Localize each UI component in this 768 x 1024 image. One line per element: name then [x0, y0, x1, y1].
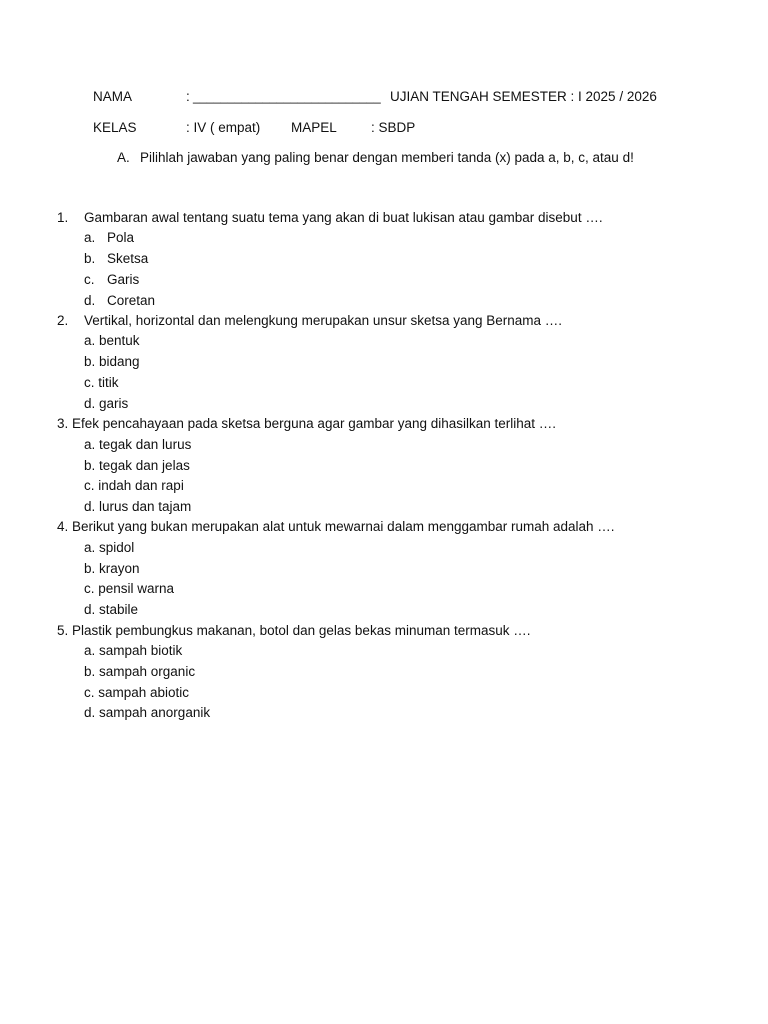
option-text[interactable]: a. sampah biotik	[84, 643, 183, 658]
nama-colon: :	[186, 89, 190, 104]
question-text: Efek pencahayaan pada sketsa berguna agar gambar yang dihasilkan terlihat ….	[72, 416, 557, 431]
question-number: 2.	[57, 313, 69, 328]
option-text[interactable]: a. spidol	[84, 540, 135, 555]
option-text[interactable]: d. garis	[84, 396, 129, 411]
option-text[interactable]: b. krayon	[84, 561, 140, 576]
option-text[interactable]: c. indah dan rapi	[84, 478, 184, 493]
option-text[interactable]: a. tegak dan lurus	[84, 437, 192, 452]
option-letter: c.	[84, 272, 95, 287]
option-text[interactable]: b. sampah organic	[84, 664, 196, 679]
question-text: Berikut yang bukan merupakan alat untuk mewarnai dalam menggambar rumah adalah ….	[72, 519, 615, 534]
question-number: 1.	[57, 210, 69, 225]
option-text[interactable]: a. bentuk	[84, 333, 140, 348]
section-marker: A.	[117, 150, 130, 165]
question-text: Gambaran awal tentang suatu tema yang akan di buat lukisan atau gambar disebut ….	[84, 210, 603, 225]
question-number: 4.	[57, 519, 69, 534]
kelas-label: KELAS	[93, 120, 137, 135]
option-text[interactable]: b. tegak dan jelas	[84, 458, 190, 473]
mapel-value: : SBDP	[371, 120, 416, 135]
option-text[interactable]: Sketsa	[107, 251, 149, 266]
instruction-text: Pilihlah jawaban yang paling benar dengan memberi tanda (x) pada a, b, c, atau d!	[140, 150, 634, 165]
option-text[interactable]: Coretan	[107, 293, 156, 308]
option-text[interactable]: d. sampah anorganik	[84, 705, 211, 720]
option-text[interactable]: d. stabile	[84, 602, 139, 617]
question-text: Vertikal, horizontal dan melengkung merupakan unsur sketsa yang Bernama ….	[84, 313, 563, 328]
option-text[interactable]: Garis	[107, 272, 140, 287]
nama-label: NAMA	[93, 89, 133, 104]
question-number: 3.	[57, 416, 69, 431]
mapel-label: MAPEL	[291, 120, 337, 135]
kelas-value: : IV ( empat)	[186, 120, 261, 135]
exam-title: UJIAN TENGAH SEMESTER : I 2025 / 2026	[390, 89, 657, 104]
option-text[interactable]: c. sampah abiotic	[84, 685, 190, 700]
question-text: Plastik pembungkus makanan, botol dan gelas bekas minuman termasuk ….	[72, 623, 531, 638]
option-text[interactable]: b. bidang	[84, 354, 140, 369]
option-text[interactable]: Pola	[107, 230, 135, 245]
option-letter: d.	[84, 293, 96, 308]
option-letter: b.	[84, 251, 96, 266]
option-text[interactable]: c. pensil warna	[84, 581, 175, 596]
option-text[interactable]: d. lurus dan tajam	[84, 499, 192, 514]
nama-blank-field[interactable]: ___________________________	[193, 90, 381, 104]
option-letter: a.	[84, 230, 96, 245]
option-text[interactable]: c. titik	[84, 375, 119, 390]
question-number: 5.	[57, 623, 69, 638]
